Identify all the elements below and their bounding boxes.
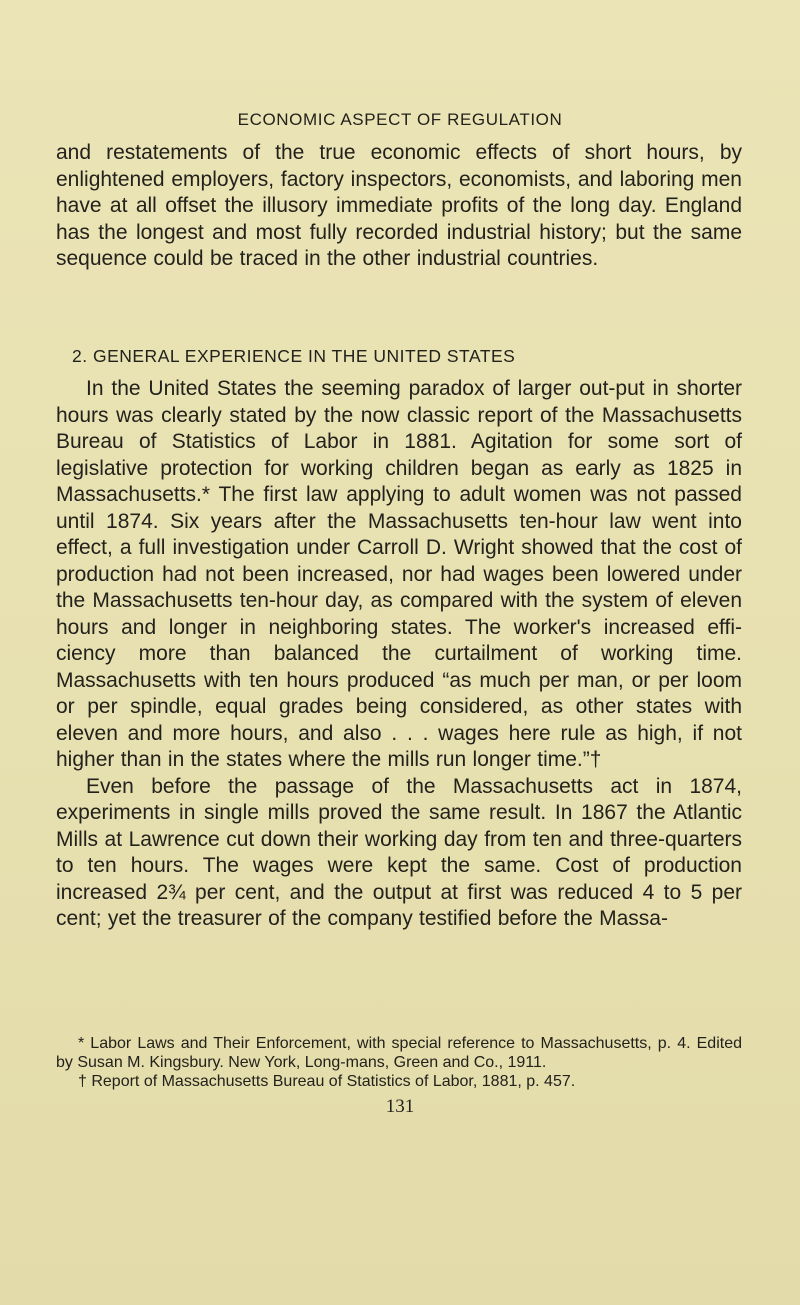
paragraph-2: Even before the passage of the Massachusetts act in 1874, experiments in single mills proved the same result. In 1867 the Atlantic Mills at Lawrence cut down their working day from ten and three-quarters to ten hours. The wages were kept the same. Cost of production increased 2¾ per cent, and the output at first was reduced 4 to 5 per cent; yet the treasurer of the company testified before the Massa- (56, 774, 742, 930)
section-heading: 2. GENERAL EXPERIENCE IN THE UNITED STATES (72, 346, 516, 366)
page-number: 131 (385, 1096, 415, 1117)
footnote-1: * Labor Laws and Their Enforcement, with special reference to Massachusetts, p. 4. Edited by Susan M. Kingsbury. New York, Long-mans, Green and Co., 1911. (56, 1035, 742, 1071)
footnote-2: † Report of Massachusetts Bureau of Statistics of Labor, 1881, p. 457. (78, 1073, 576, 1090)
running-head: ECONOMIC ASPECT OF REGULATION (237, 110, 563, 129)
body-text-top (56, 140, 742, 273)
body-text-main (56, 376, 742, 933)
continuation-paragraph: and restatements of the true economic effects of short hours, by enlightened employers, factory inspectors, economists, and laboring men have at all offset the illusory immediate profits of the long day. England has the longest and most fully recorded industrial history; but the same sequence could be traced in the other industrial countries. (56, 141, 742, 270)
footnotes (56, 1034, 742, 1091)
paragraph-1: In the United States the seeming paradox of larger out-put in shorter hours was clearly stated by the now classic report of the Massachusetts Bureau of Statistics of Labor in 1881. Agitation for some sort of legislative protection for working children began as early as 1825 in Massachusetts.* The first law applying to adult women was not passed until 1874. Six years after the Massachusetts ten-hour law went into effect, a full investigation under Carroll D. Wright showed that the cost of production had not been increased, nor had wages been lowered under the Massachusetts ten-hour day, as compared with the system of eleven hours and longer in neighboring states. The worker's increased effi-ciency more than balanced the curtailment of working time. Massachusetts with ten hours produced “as much per man, or per loom or per spindle, equal grades being considered, as other states with eleven and more hours, and also . . . wages here rule as high, if not higher than in the states where the mills run longer time.”† (56, 377, 742, 771)
